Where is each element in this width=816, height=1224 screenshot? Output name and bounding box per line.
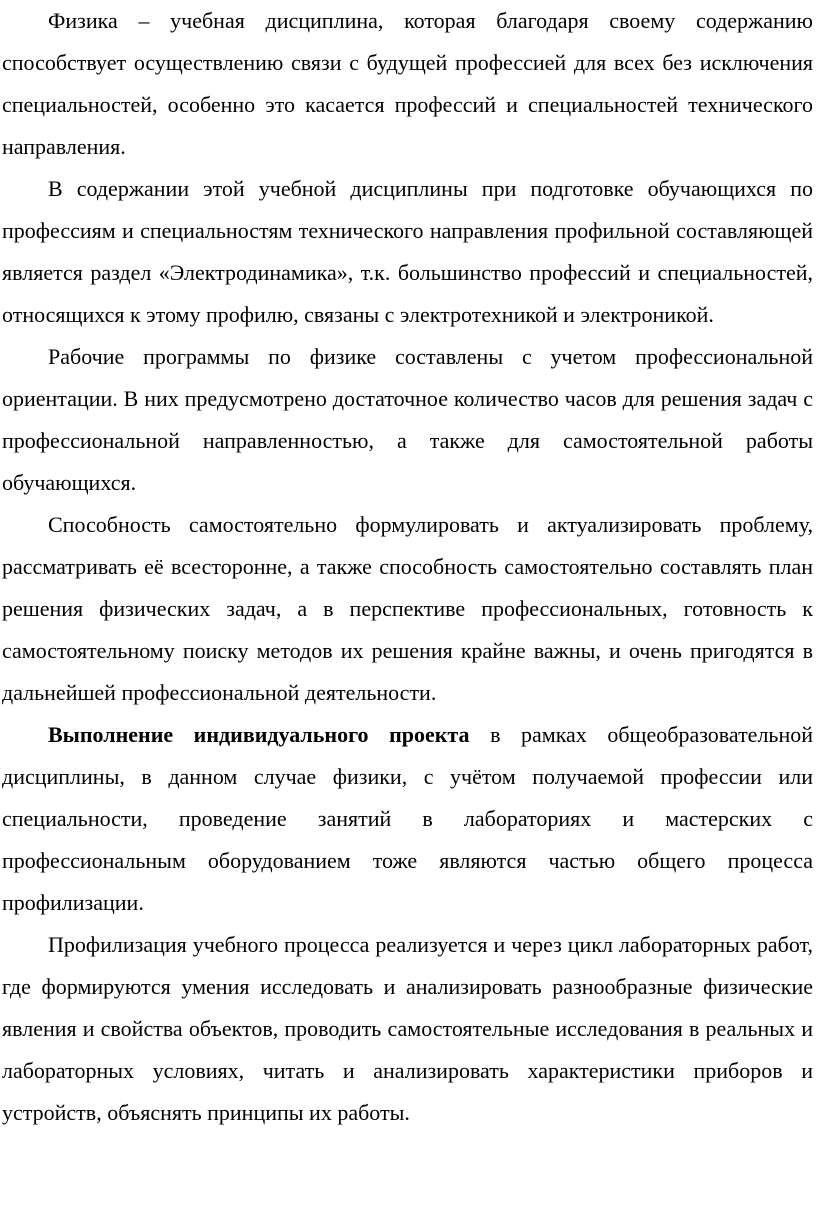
paragraph-5 xyxy=(2,714,813,924)
paragraph-5-text: в рамках общеобразовательной дисциплины, в данном случае физики, с учётом получаемой профессии или специальности, проведение занятий в лабораториях и мастерских с профессиональным оборудованием тоже являются частью общего процесса профилизации. xyxy=(2,722,814,915)
paragraph-6-text: Профилизация учебного процесса реализуется и через цикл лабораторных работ, где формируются умения исследовать и анализировать разнообразные физические явления и свойства объектов, проводить самостоятельные исследования в реальных и лабораторных условиях, читать и анализировать характеристики приборов и устройств, объяснять принципы их работы. xyxy=(2,932,813,1125)
paragraph-2-text: В содержании этой учебной дисциплины при подготовке обучающихся по профессиям и специальностям технического направления профильной составляющей является раздел «Электродинамика», т.к. большинство профессий и специальностей, относящихся к этому профилю, связаны с электротехникой и электроникой. xyxy=(2,176,813,327)
paragraph-1 xyxy=(2,0,813,168)
paragraph-1-text: Физика – учебная дисциплина, которая благодаря своему содержанию способствует осуществлению связи с будущей профессией для всех без исключения специальностей, особенно это касается профессий и специальностей технического направления. xyxy=(2,8,813,159)
paragraph-4 xyxy=(2,504,813,714)
paragraph-6 xyxy=(2,924,813,1134)
paragraph-4-text: Способность самостоятельно формулировать и актуализировать проблему, рассматривать её всесторонне, а также способность самостоятельно составлять план решения физических задач, а в перспективе профессиональных, готовность к самостоятельному поиску методов их решения крайне важны, и очень пригодятся в дальнейшей профессиональной деятельности. xyxy=(2,512,813,705)
paragraph-3-text: Рабочие программы по физике составлены с учетом профессиональной ориентации. В них предусмотрено достаточное количество часов для решения задач с профессиональной направленностью, а также для самостоятельной работы обучающихся. xyxy=(2,344,813,495)
paragraph-3 xyxy=(2,336,813,504)
paragraph-5-bold-lead: Выполнение индивидуального проекта xyxy=(48,722,470,747)
paragraph-2 xyxy=(2,168,813,336)
